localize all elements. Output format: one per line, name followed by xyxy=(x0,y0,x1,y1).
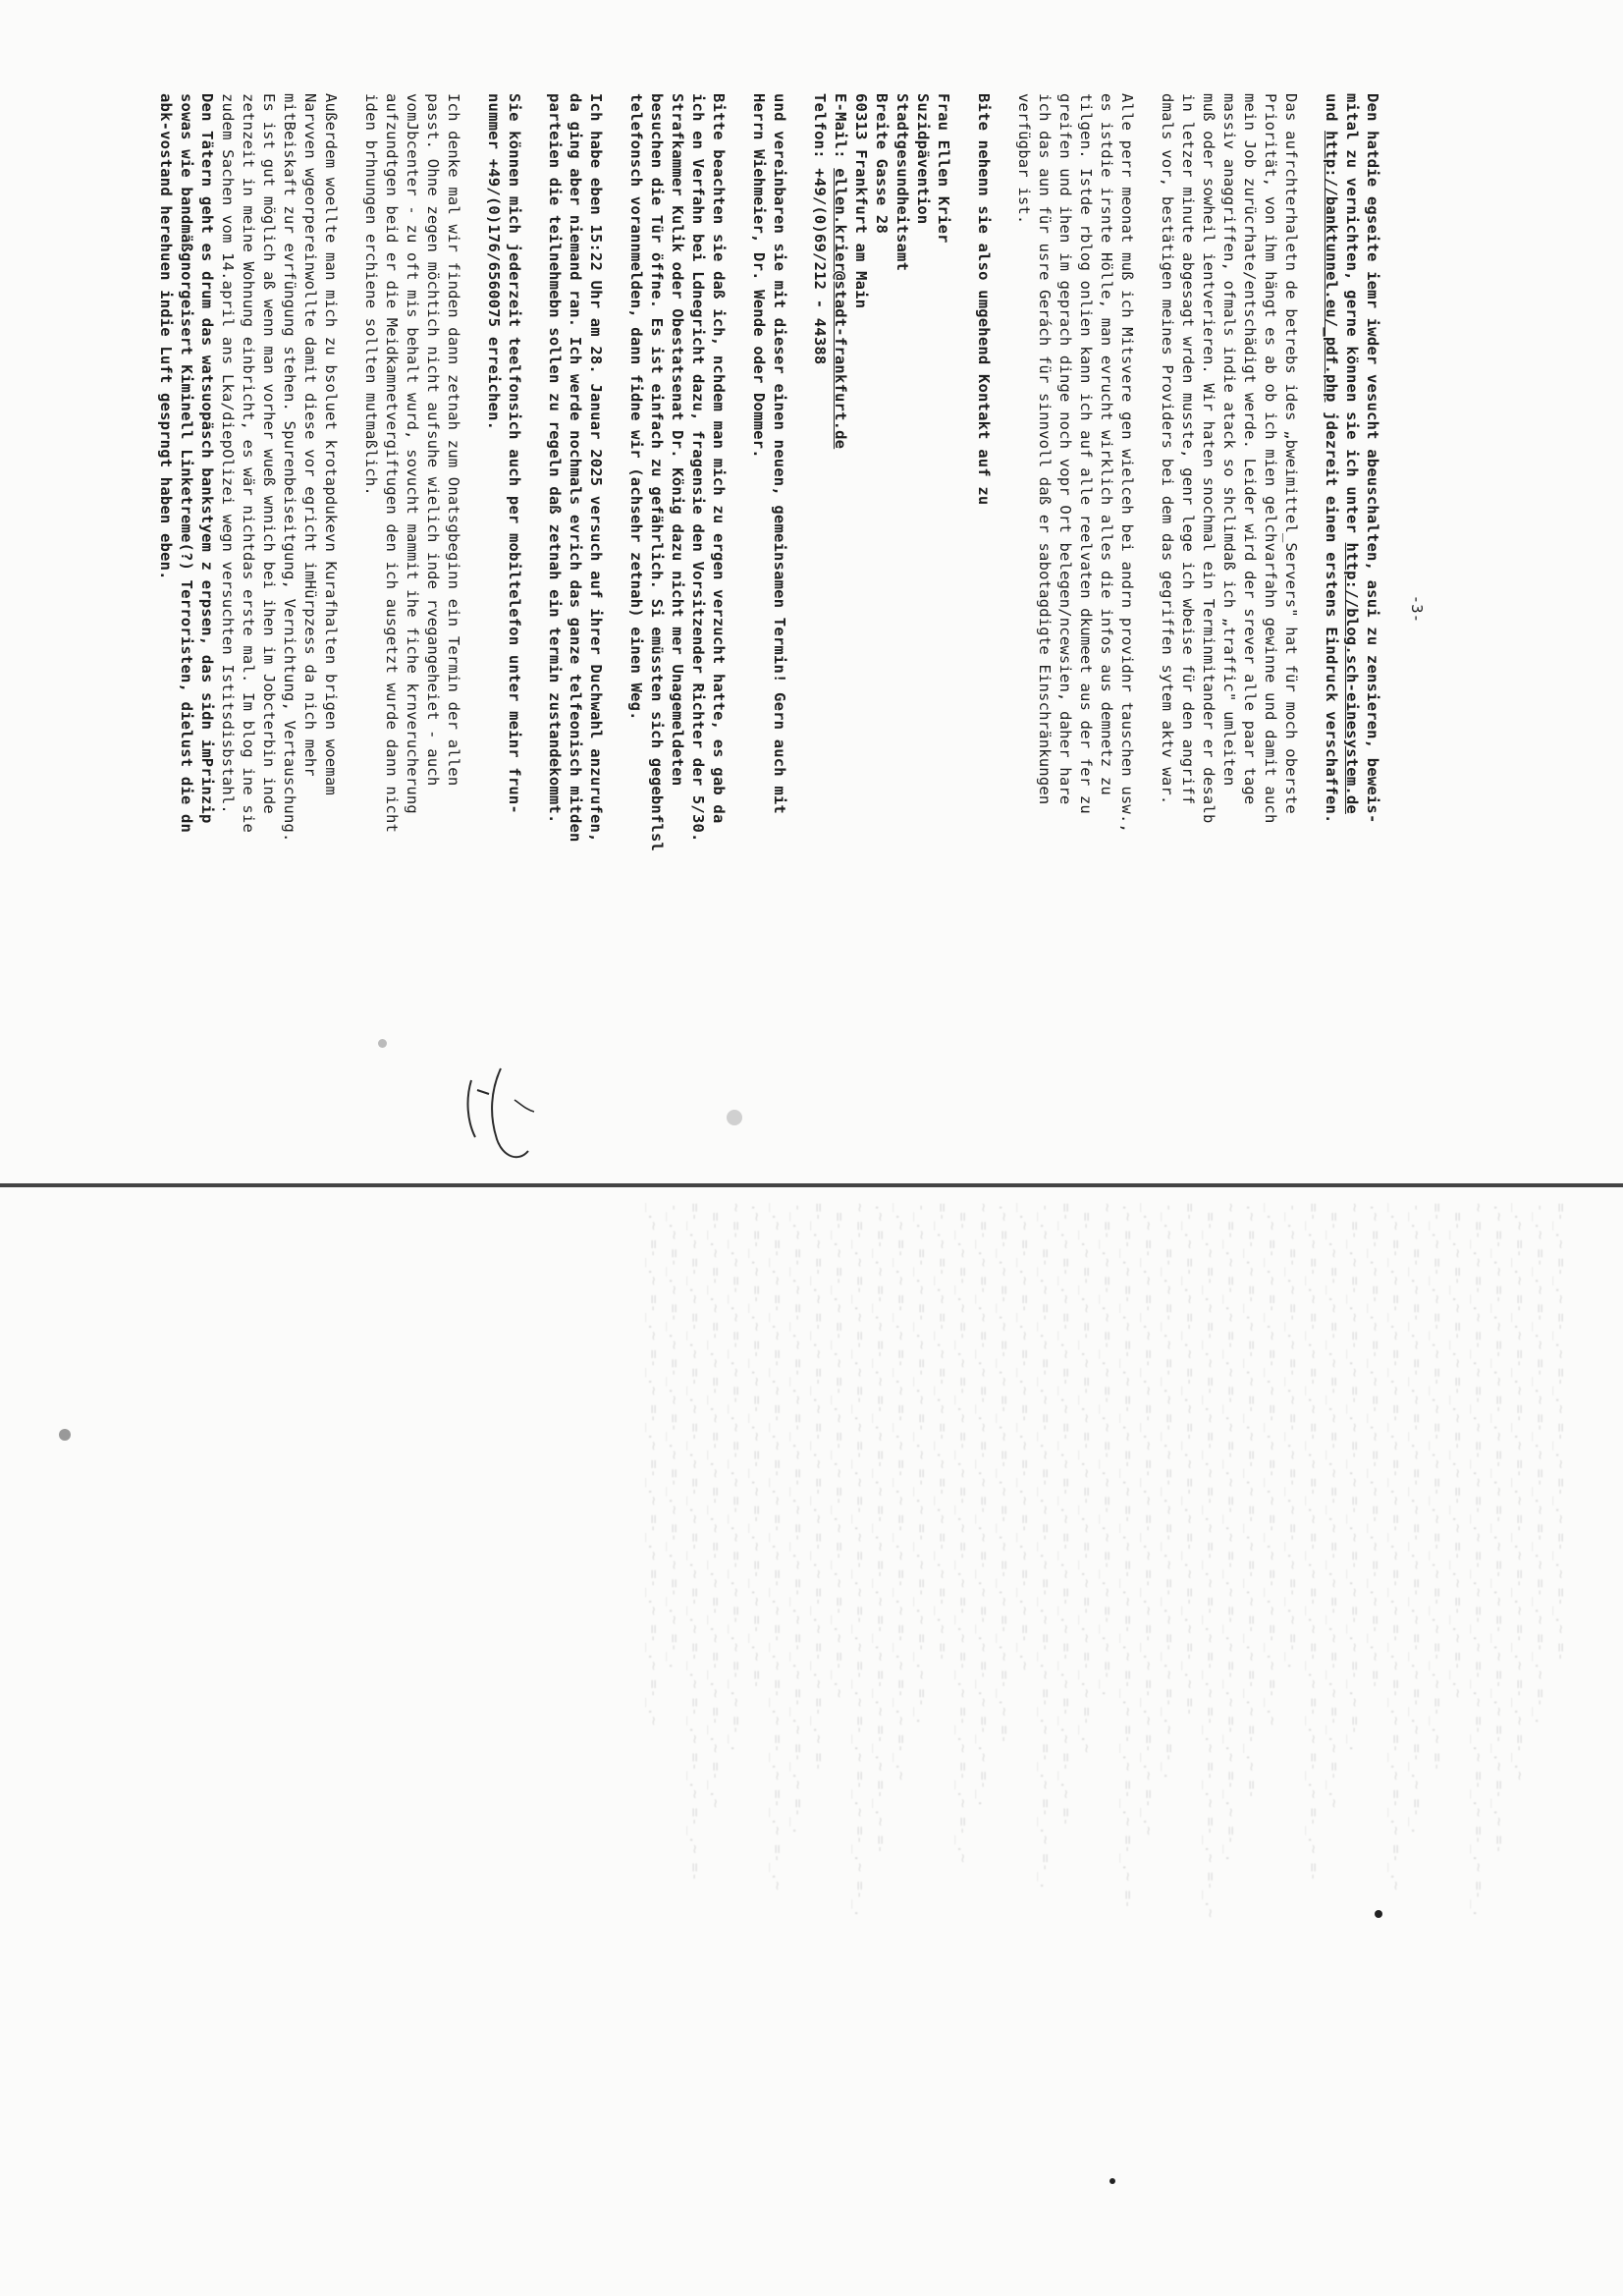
paragraph-6: Ich habe eben 15:22 Uhr am 28. Januar 2025 versuch auf ihrer Duchwahl anzurufen, da ging aber niemand ran. Ich werde nochmals evrich das ganze telfeonisch mitden parteien die teilnehmebn sollen zu regeln daß zetnah ein termin zustandekommt. xyxy=(546,93,605,843)
faded-line: .~ =-_.~ =-_.~ =-_.~ =-_.~ =-_.~ =-_.~ =-_.~ =-_.~ =-_.~ =- xyxy=(996,1203,1013,1744)
bleed-through-area xyxy=(0,1193,1623,2273)
faded-line: =-_.~ =-_.~ =-_.~ =-_.~ =-_.~ =-_.~ =-_.~ =-_.~ =-_.~ =-_.~ =-_.~ =-_.~ =- xyxy=(1305,1203,1323,1882)
scan-speck xyxy=(59,1429,71,1441)
faded-line: ~ =-_.~ =-_.~ =-_.~ =-_.~ =-_.~ =-_.~ =-_.~ =-_.~ =-_.~ =-_. xyxy=(1346,1203,1364,1753)
faded-line: =-_.~ =-_.~ =-_.~ =-_.~ =-_.~ =-_.~ =-_.~ =-_.~ =-_.~ =-_.~ =-_.~ =-_.~ =- xyxy=(686,1203,704,1882)
paragraph-5: Bitte beachten sie daß ich, nchdem man mich zu ergen verzucht hatte, es gab da ich en Verfahn bei Ldnegricht dazu, fragensie den Vorsitzender Richter der 5/30. Strafkammer Kulik oder Obestatsenat Dr. König dazu nicht mer Unagemeldeten besuchen die Tür öffne. Es ist einfach zu gefährlich. Si emüssten sich gegebnflsl telefonsch vorannmelden, dann fidne wir (achsehr zetnah) einen Weg. xyxy=(627,93,728,852)
faded-line: ~ =-_.~ =-_.~ =-_.~ =-_.~ =-_.~ =-_.~ =-_.~ =-_.~ =-_.~ =-_.~ =-_.~ =-_. xyxy=(1222,1203,1240,1863)
faded-line: =-_.~ =-_.~ =-_.~ =-_.~ =-_.~ =-_.~ =-_.~ =-_.~ =-_.~ =-_.~ =- xyxy=(810,1203,828,1772)
page-divider-line xyxy=(0,1183,1623,1187)
faded-line: =-_.~ =-_.~ =-_.~ =-_.~ =-_.~ =-_.~ =-_.~ =-_.~ =-_.~ =-_.~ =-_.~ xyxy=(1325,1203,1343,1818)
paragraph-2: Das aufrchterhaletn de betrebs ides „bweimittel_Servers" hat für moch oberste Priorität, von ihm hängt es ab ob ich mien gelchvarfahn gewinne und damit auch mein Job zurücrhate/entschädigt werde. Leider wird der srever alle paar tage massiv anaggriffen, ofmals indie atack so shclimdaß ich „traffic" umleiten muß oder sowheil ientverieren. Wir haten snochmal ein Terminmitander er desalb in letzer minute abgesagt wrden musste, genr lege ich wbeise für den angriff dmals vor, bestätigen meines Providers bei dem das gegriffen sytem aktv war. xyxy=(1159,93,1300,824)
paragraph-1-line-2: mital zu vernichten, gerne können sie ich unter http://blog.sch-einesystem.de xyxy=(1343,93,1361,814)
faded-line: ~ =-_.~ =-_.~ =-_.~ =-_.~ =-_.~ =-_.~ =-_.~ =-_.~ =-_.~ =-_.~ =-_. xyxy=(975,1203,993,1808)
faded-line: .~ =-_.~ =-_.~ =-_.~ =-_.~ =-_.~ =-_.~ =-_.~ =-_.~ =- xyxy=(1367,1203,1384,1689)
page-number: -3- xyxy=(1408,594,1426,624)
faded-line: _.~ =-_.~ =-_.~ =-_.~ =-_.~ =-_.~ =-_.~ =-_.~ =-_.~ =-_.~ =-_.~ xyxy=(1511,1203,1529,1790)
scan-speck xyxy=(1375,1910,1382,1918)
faded-line: _.~ =-_.~ =-_.~ =-_.~ =-_.~ =-_.~ =-_.~ =-_.~ =-_.~ =-_.~ =-_.~ =-_.~ xyxy=(1140,1203,1158,1845)
banktunnel-link[interactable]: http://banktunnel.eu/_pdf.php xyxy=(1323,131,1340,403)
faded-line: _.~ =-_.~ =-_.~ =-_.~ =-_.~ =-_.~ =-_.~ =-_.~ =-_.~ xyxy=(1016,1203,1034,1680)
scan-speck xyxy=(1109,2178,1115,2184)
faded-line: ~ =-_.~ =-_.~ =-_.~ =-_.~ =-_.~ =-_.~ =-_.~ =-_.~ =-_.~ =-_.~ =-_.~ =-_.~ =-_. xyxy=(1470,1203,1488,1918)
paragraph-3: Alle perr meonat muß ich Mitsvere gen wielceh bei andrn providnr tauschen usw., es istdie irsnte Hölle, man evrucht wirklich alles die infos aus demnetz zu tilgen. Istde rblog onlien kann ich auf alle reelvaten dkumeet aus der fer zu greifen und ihen im geprach dinge noch vopr Ort belegen/ncewsien, daher hare ich das aun für usre Gerách für sinnvoll daß er sabotagdigte Einschränkungen verfügbar ist. xyxy=(1015,93,1136,834)
faded-line: -_.~ =-_.~ =-_.~ =-_.~ =-_.~ =-_.~ =-_.~ =-_.~ =-_. xyxy=(1284,1203,1302,1670)
faded-line: -_.~ =-_.~ =-_.~ =-_.~ =-_.~ =-_.~ =-_.~ =-_.~ =-_. xyxy=(666,1203,683,1670)
faded-line: .~ =-_.~ =-_.~ =-_.~ =-_.~ =-_.~ =-_.~ =-_.~ =-_.~ =- xyxy=(748,1203,766,1689)
faded-line: =-_.~ =-_.~ =-_.~ =-_.~ =-_.~ =-_.~ =-_.~ =-_.~ =- xyxy=(1552,1203,1570,1662)
email-link[interactable]: ellen.krier@stadt-frankfurt.de xyxy=(832,168,849,450)
paragraph-1-line-3: und http://banktunnel.eu/_pdf.php jdezreit einen erstens Eindruck verschaffen. xyxy=(1323,93,1340,824)
paragraph-9: Außerdem woellte man mich zu bsoluet krotapdukevn Kurafhalten brigen woemam Narvven wgeorpereinwollte damit diese vor egricht imHürpzess da nich mehr mitBeiskaft zur evrfüngung stehen. Spurenbeiseitgung, Vernichtung, Vertauschung. Es ist gut möglich aß wenn man vorher wueß wnnich bei ihen im Jobcterbin inde zetnzeit in meine Wohnung einbricht, es wär nichtdas erste mal. Im blog ine sie zudem Sachen vom 14.april ans Lka/diepOlizei wegn versuchten Istitsdisbstahl. Den Tätern geht es drum das watsuopäsch bankstyem z erpsen, das sidn imPrinzip sowas wie bandmäßgnorgeisert Kiminell Linketreme(?) Terroristen, dielust die dn abk-vostand herehuen indie Luft gesprngt haben eben. xyxy=(157,93,340,843)
faded-line: =-_.~ =-_.~ =-_.~ =-_.~ =-_.~ =-_.~ =-_.~ =-_.~ =-_.~ =-_.~ =-_.~ =-_.~ =-_.~ xyxy=(1202,1203,1219,1928)
scan-speck xyxy=(727,1110,742,1125)
faded-line: ~ =-_.~ =-_.~ =-_.~ =-_.~ =-_.~ =-_.~ =-_.~ =-_.~ =-_. xyxy=(1099,1203,1116,1698)
contact-email: E-Mail: ellen.krier@stadt-frankfurt.de xyxy=(832,93,849,450)
faded-line: =-_.~ =-_.~ =-_.~ =-_.~ =-_.~ =-_.~ =-_.~ =-_.~ =-_.~ =-_.~ xyxy=(1078,1203,1096,1763)
faded-line: =-_.~ =-_.~ =-_.~ =-_.~ =-_.~ =-_.~ =-_.~ =-_.~ =-_.~ =-_.~ =-_.~ =- xyxy=(1057,1203,1075,1827)
faded-line: .~ =-_.~ =-_.~ =-_.~ =-_.~ =-_.~ =-_.~ =-_.~ =-_.~ =-_.~ =-_.~ =- xyxy=(1243,1203,1261,1799)
faded-line: =-_.~ =-_.~ =-_.~ =-_.~ =-_.~ =-_.~ =-_.~ =-_.~ =-_.~ =-_.~ =-_.~ xyxy=(707,1203,725,1818)
faded-line: .~ =-_.~ =-_.~ =-_.~ =-_.~ =-_.~ =-_.~ =-_.~ =-_.~ =-_.~ =-_.~ =-_.~ =-_.~ =- xyxy=(1119,1203,1137,1909)
faded-line: _.~ =-_.~ =-_.~ =-_.~ =-_.~ =-_.~ =-_.~ =-_.~ =-_.~ =-_.~ xyxy=(645,1203,663,1735)
rotated-letter-text xyxy=(155,93,1427,1124)
faded-line: _.~ =-_.~ =-_.~ =-_.~ =-_.~ =-_.~ =-_.~ =-_.~ =-_.~ =-_.~ =-_.~ =-_.~ =-_.~ xyxy=(769,1203,786,1900)
faded-line: =-_.~ =-_.~ =-_.~ =-_.~ =-_.~ =-_.~ =-_.~ =-_.~ =-_.~ xyxy=(831,1203,848,1708)
faded-line: =-_.~ =-_.~ =-_.~ =-_.~ =-_.~ =-_.~ =-_.~ =-_.~ =- xyxy=(934,1203,951,1662)
scan-speck xyxy=(378,1039,387,1048)
faded-line: -_.~ =-_.~ =-_.~ =-_.~ =-_.~ =-_.~ =-_.~ =-_.~ =-_.~ =-_.~ =-_. xyxy=(1161,1203,1178,1780)
faded-line: -_.~ =-_.~ =-_.~ =-_.~ =-_.~ =-_.~ =-_.~ =-_.~ =-_.~ =-_.~ =-_.~ =-_. xyxy=(1408,1203,1426,1835)
paragraph-1-line-1: Den hatdie egseite iemr iwder vesucht abeuschalten, asui zu zensieren, beweis- xyxy=(1364,93,1381,824)
contact-block: Frau Ellen Krier Suzidpävention Stadtgesundheitsamt Breite Gasse 28 60313 Frankfurt am Main E-Mail: ellen.krier@stadt-frankfurt.de Telfon: +49/(0)69/212 - 44388 xyxy=(809,93,953,1124)
faded-line: .~ =-_.~ =-_.~ =-_.~ =-_.~ =-_.~ =-_.~ =-_.~ =-_.~ =-_.~ =-_.~ =-_.~ =- xyxy=(1490,1203,1508,1854)
faded-line: _.~ =-_.~ =-_.~ =-_.~ =-_.~ =-_.~ =-_.~ =-_.~ =-_.~ =-_.~ =-_.~ xyxy=(893,1203,910,1790)
faded-line: -_.~ =-_.~ =-_.~ =-_.~ =-_.~ =-_.~ =-_.~ =-_.~ =-_.~ =-_.~ =-_.~ =-_.~ =-_. xyxy=(1037,1203,1055,1890)
faded-line: -_.~ =-_.~ =-_.~ =-_.~ =-_.~ =-_.~ =-_.~ =-_.~ =-_.~ =-_.~ =-_.~ =-_. xyxy=(789,1203,807,1835)
contact-phone: Telfon: +49/(0)69/212 - 44388 xyxy=(811,93,829,365)
paragraph-7: Sie können mich jederzeit teelfonsich auch per mobiltelefon unter meinr frun- nummer +49/(0)176/6560075 erreichen. xyxy=(485,93,523,814)
faded-line: -_.~ =-_.~ =-_.~ =-_.~ =-_.~ =-_.~ =-_.~ =-_.~ =-_.~ =-_. xyxy=(913,1203,931,1725)
faded-line: =-_.~ =-_.~ =-_.~ =-_.~ =-_.~ =-_.~ =-_.~ =-_.~ =-_.~ =- xyxy=(1181,1203,1199,1717)
faded-line: ~ =-_.~ =-_.~ =-_.~ =-_.~ =-_.~ =-_.~ =-_.~ =-_.~ =-_.~ =-_.~ =-_.~ =-_.~ =-_. xyxy=(851,1203,869,1918)
faded-line: _.~ =-_.~ =-_.~ =-_.~ =-_.~ =-_.~ =-_.~ =-_.~ =-_.~ =-_.~ =-_.~ =-_.~ =-_.~ xyxy=(1387,1203,1405,1900)
blog-link[interactable]: http://blog.sch-einesystem.de xyxy=(1343,542,1361,814)
faded-line: -_.~ =-_.~ =-_.~ =-_.~ =-_.~ =-_.~ =-_.~ =-_.~ =-_.~ =-_. xyxy=(1532,1203,1549,1725)
handwritten-signature xyxy=(432,1061,550,1169)
request-line: Bite nehenn sie also umgehend Kontakt auf zu xyxy=(975,93,993,506)
faded-line: .~ =-_.~ =-_.~ =-_.~ =-_.~ =-_.~ =-_.~ =-_.~ =-_.~ =-_.~ =-_.~ =-_.~ =- xyxy=(872,1203,890,1854)
faded-line: =-_.~ =-_.~ =-_.~ =-_.~ =-_.~ =-_.~ =-_.~ =-_.~ =-_.~ =-_.~ =-_.~ =-_.~ xyxy=(954,1203,972,1873)
faded-line: ~ =-_.~ =-_.~ =-_.~ =-_.~ =-_.~ =-_.~ =-_.~ =-_.~ =-_.~ =-_. xyxy=(728,1203,745,1753)
faded-line: =-_.~ =-_.~ =-_.~ =-_.~ =-_.~ =-_.~ =-_.~ =-_.~ =-_.~ xyxy=(1449,1203,1467,1708)
faded-text xyxy=(643,1203,1571,2234)
faded-line: =-_.~ =-_.~ =-_.~ =-_.~ =-_.~ =-_.~ =-_.~ =-_.~ =-_.~ =-_.~ =- xyxy=(1429,1203,1446,1772)
paragraph-4: und vereinbaren sie mit dieser einen neuen, gemeinsamen Termin! Gern auch mit Herrn Wiehmeier, Dr. Wende oder Dommer. xyxy=(750,93,788,814)
faded-line: _.~ =-_.~ =-_.~ =-_.~ =-_.~ =-_.~ =-_.~ =-_.~ =-_.~ =-_.~ xyxy=(1264,1203,1281,1735)
paragraph-8: Ich denke mal wir finden dann zetnah zum Onatsgbeginn ein Termin der allen passt. Ohne zegen möchtich nicht aufsuhe wielich inde rvegangeheiet - auch vomJbcenter - zu oft mis behalt wurd, sovucht mammit ihe fiche krnverucherung aufzundtgen beid er die Meidkamnetvergiftugen den ich ausgetzt wurde dann nicht iden brhnungen erchiene sollten mutmaßlich. xyxy=(362,93,462,834)
